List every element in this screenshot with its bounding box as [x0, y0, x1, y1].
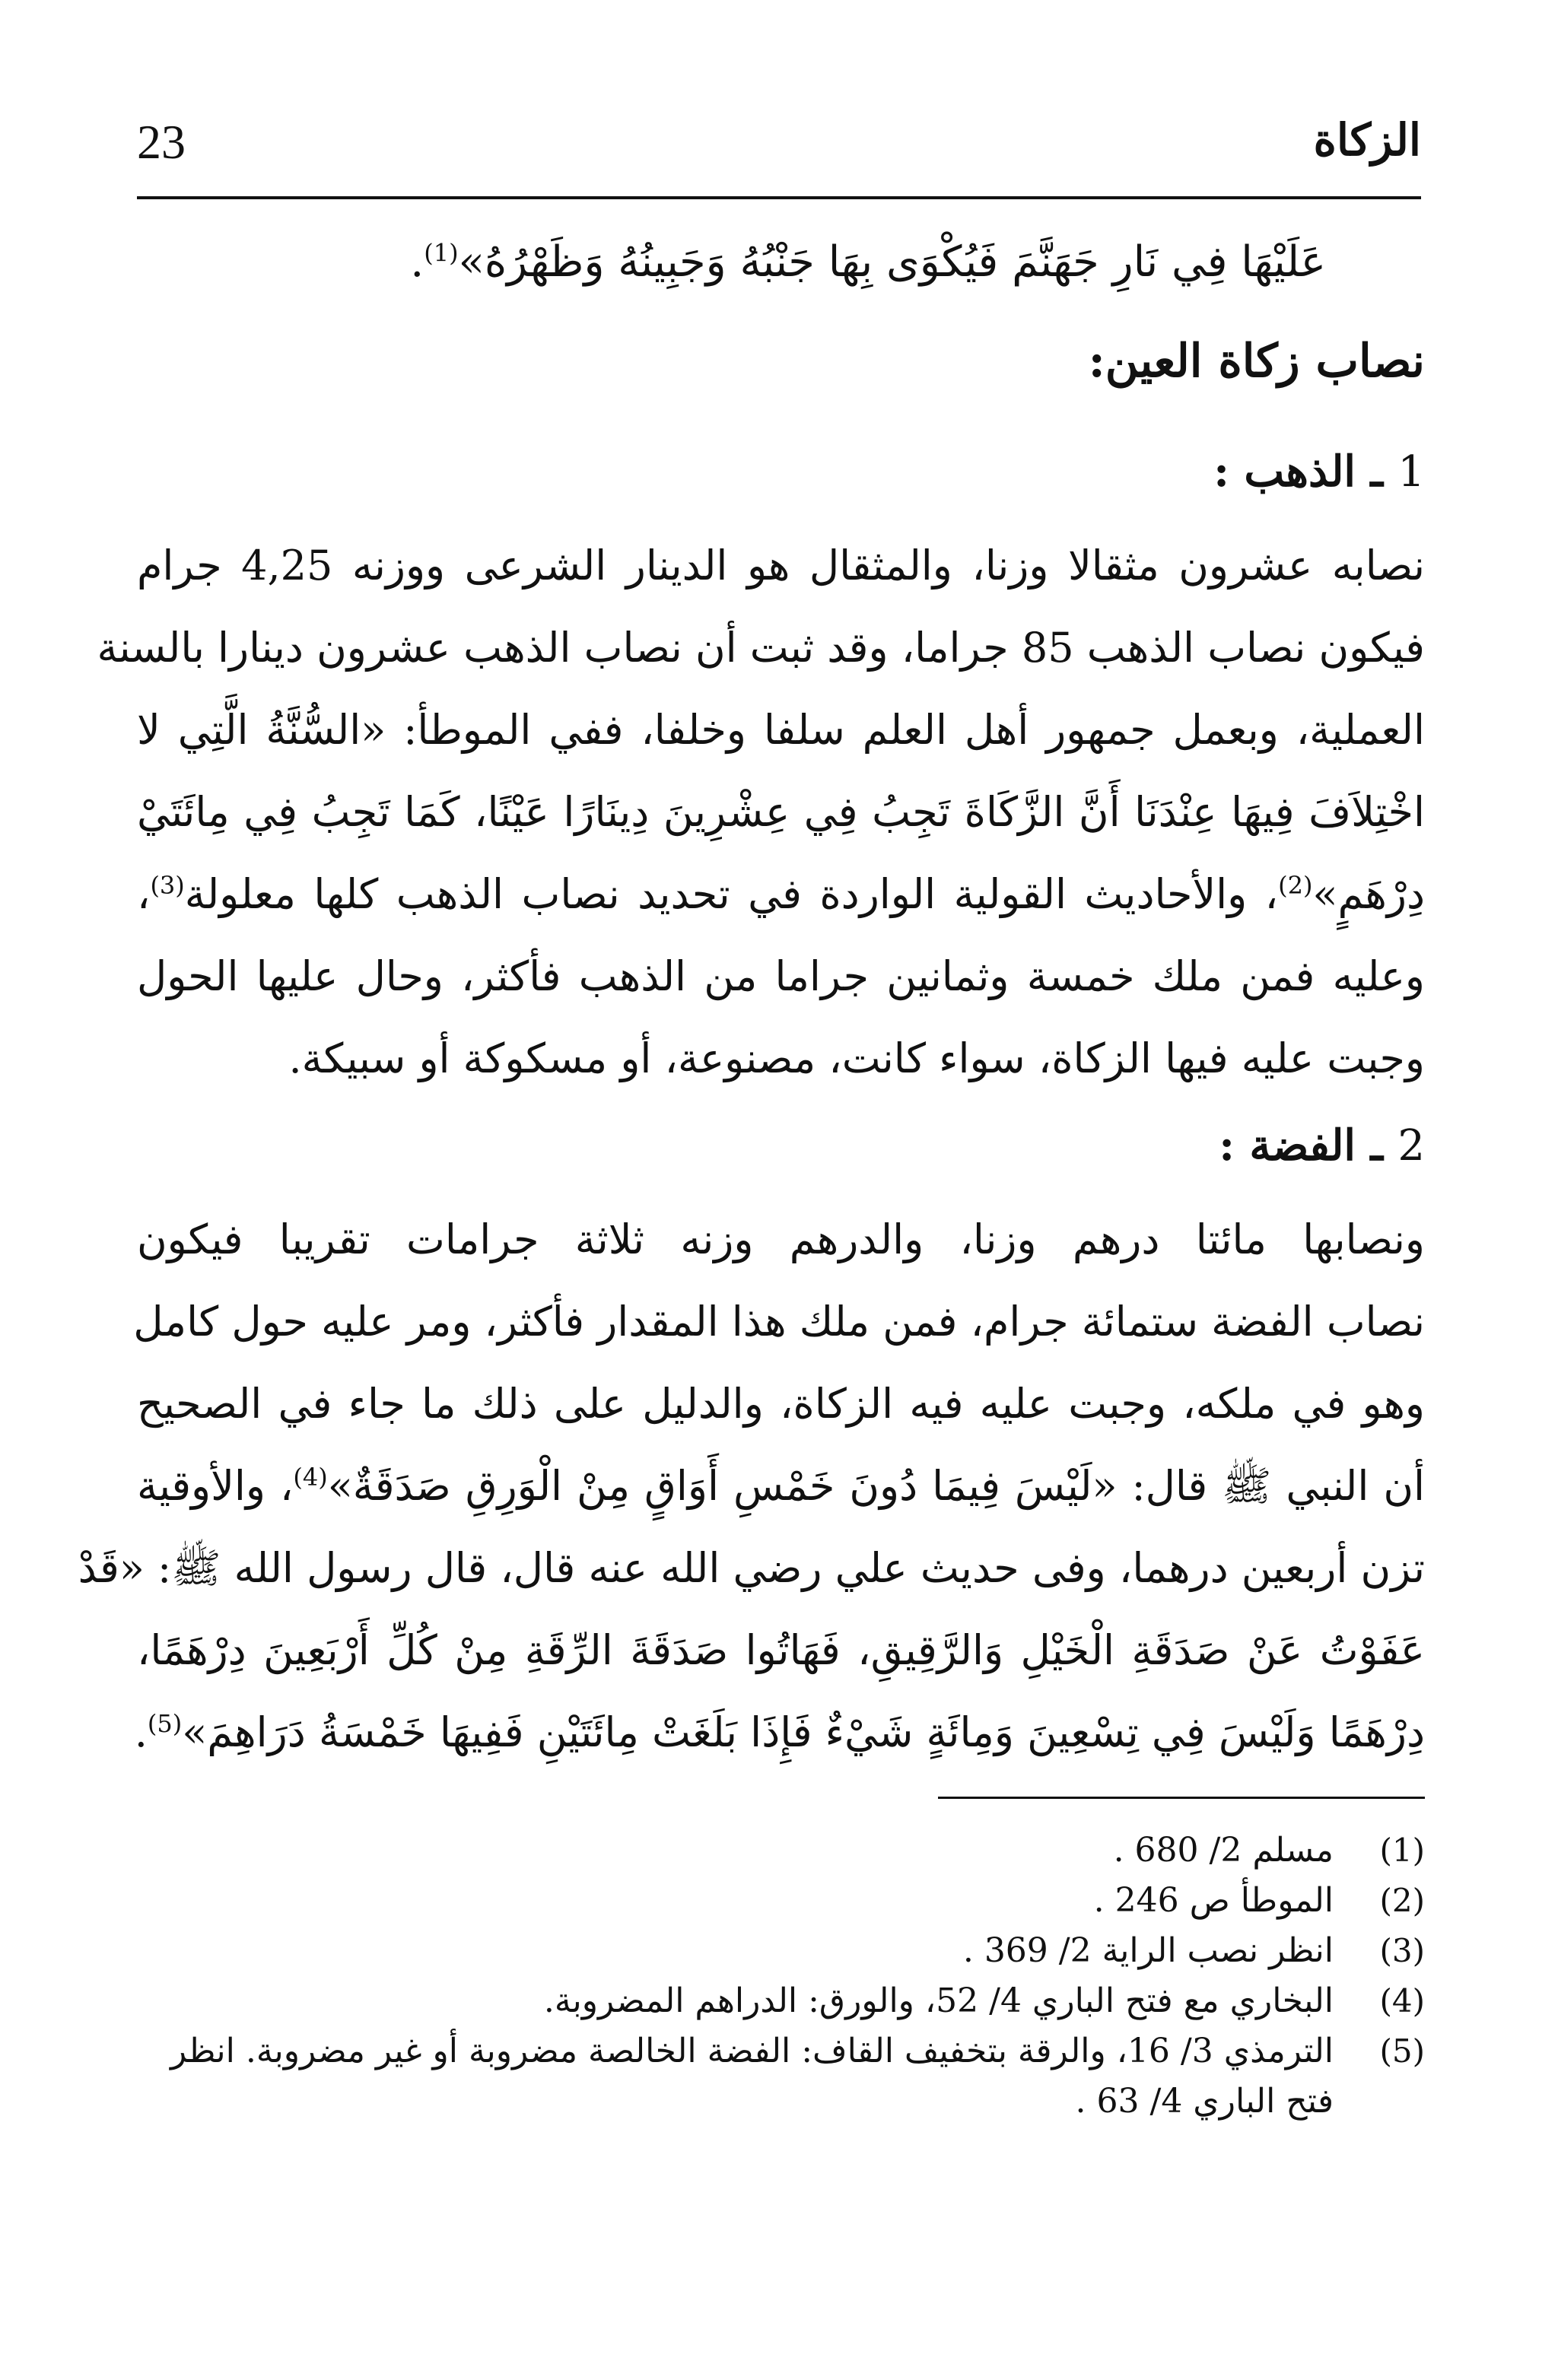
silver-line-5: تزن أربعين درهما، وفى حديث علي رضي الله عنه قال، قال رسول الله ﷺ: «قَدْ [78, 1544, 1425, 1592]
silver-line-7-end: . [134, 1708, 148, 1756]
gold-heading [137, 426, 1425, 525]
footnote-3 [137, 1926, 1425, 1976]
footnote-4 [137, 1976, 1425, 2026]
gold-line-2: فيكون نصاب الذهب 85 جراما، وقد ثبت أن نصاب الذهب عشرون دينارا بالسنة [97, 624, 1425, 672]
gold-line-1: نصابه عشرون مثقالا وزنا، والمثقال هو الدينار الشرعى ووزنه 4,25 جرام [137, 542, 1426, 589]
footnote-ref-3: (3) [150, 871, 185, 900]
gold-line-5-mid: ، والأحاديث القولية الواردة في تحديد نصاب الذهب كلها معلولة [184, 870, 1279, 918]
page-header [137, 114, 1421, 175]
silver-line-6: عَفَوْتُ عَنْ صَدَقَةِ الْخَيْلِ وَالرَّقِيقِ، فَهَاتُوا صَدَقَةَ الرِّقَةِ مِنْ كُلِّ أَرْبَعِينَ دِرْهَمًا، [137, 1626, 1425, 1674]
silver-heading-number: 2 [1397, 1121, 1425, 1171]
gold-line-7: وجبت عليه فيها الزكاة، سواء كانت، مصنوعة، أو مسكوكة أو سبيكة. [288, 1034, 1425, 1082]
footnote-rule [938, 1797, 1425, 1799]
silver-line-2: نصاب الفضة ستمائة جرام، فمن ملك هذا المقدار فأكثر، ومر عليه حول كامل [133, 1298, 1425, 1346]
silver-heading [137, 1100, 1425, 1199]
footnote-marker: (2) [1379, 1882, 1425, 1919]
footnote-text: الموطأ ص 246 . [1093, 1881, 1334, 1920]
gold-heading-number: 1 [1397, 447, 1425, 497]
footnote-1 [137, 1826, 1425, 1876]
quran-end: . [410, 237, 424, 287]
footnote-ref-5: (5) [147, 1709, 183, 1738]
quran-text: عَلَيْهَا فِي نَارِ جَهَنَّمَ فَيُكْوَى بِهَا جَنْبُهُ وَجَبِينُهُ وَظَهْرُهُ» [458, 237, 1326, 287]
footnote-marker: (3) [1379, 1932, 1425, 1969]
main-text [78, 221, 1426, 1774]
silver-line-7 [134, 1692, 1425, 1774]
footnote-text: مسلم 2/ 680 . [1113, 1831, 1334, 1870]
footnote-text: انظر نصب الراية 2/ 369 . [962, 1931, 1334, 1970]
silver-line-7-start: دِرْهَمًا وَلَيْسَ فِي تِسْعِينَ وَمِائَةٍ شَيْءٌ فَإِذَا بَلَغَتْ مِائَتَيْنِ فَفِيهَا خَمْسَةُ دَرَاهِمَ» [182, 1708, 1425, 1756]
gold-heading-text: ـ الذهب : [1213, 446, 1383, 497]
silver-line-1: ونصابها مائتا درهم وزنا، والدرهم وزنه ثلاثة جرامات تقريبا فيكون [137, 1215, 1425, 1263]
footnote-marker: (4) [1379, 1982, 1425, 2019]
footnote-text: الترمذي 3/ 16، والرقة بتخفيف القاف: الفضة الخالصة مضروبة أو غير مضروبة. انظر فتح الباري 4/ 63 . [170, 2032, 1334, 2121]
gold-line-4: اخْتِلاَفَ فِيهَا عِنْدَنَا أَنَّ الزَّكَاةَ تَجِبُ فِي عِشْرِينَ دِينَارًا عَيْنًا، كَمَا تَجِبُ فِي مِائَتَيْ [137, 788, 1425, 836]
silver-line-4-start: أن النبي ﷺ قال: «لَيْسَ فِيمَا دُونَ خَمْسِ أَوَاقٍ مِنْ الْوَرِقِ صَدَقَةٌ» [327, 1462, 1426, 1510]
footnotes [137, 1826, 1425, 2127]
silver-heading-text: ـ الفضة : [1219, 1120, 1383, 1171]
footnote-ref-4: (4) [293, 1463, 328, 1492]
footnote-marker: (1) [1379, 1832, 1425, 1869]
section-heading: نصاب زكاة العين: [1088, 335, 1425, 388]
quran-continuation [137, 221, 1425, 312]
footnote-2 [137, 1876, 1425, 1926]
gold-line-3: العملية، وبعمل جمهور أهل العلم سلفا وخلفا، ففي الموطأ: «السُّنَّةُ الَّتِي لا [137, 706, 1425, 754]
silver-line-4 [137, 1445, 1425, 1527]
running-title: الزكاة [1313, 114, 1421, 166]
gold-line-5-end: ، [137, 870, 151, 918]
gold-line-5-start: دِرْهَمٍ» [1312, 870, 1425, 918]
footnote-text: البخاري مع فتح الباري 4/ 52، والورق: الدراهم المضروبة. [543, 1981, 1334, 2020]
header-rule [137, 196, 1421, 199]
gold-line-5 [137, 853, 1425, 936]
footnote-marker: (5) [1379, 2032, 1425, 2070]
page-number: 23 [137, 115, 186, 169]
footnote-ref-1: (1) [424, 238, 459, 268]
silver-line-4-end: ، والأوقية [137, 1462, 294, 1510]
footnote-5 [137, 2026, 1425, 2127]
gold-line-6: وعليه فمن ملك خمسة وثمانين جراما من الذهب فأكثر، وحال عليها الحول [137, 952, 1425, 1000]
footnote-ref-2: (2) [1278, 871, 1313, 900]
silver-line-3: وهو في ملكه، وجبت عليه فيه الزكاة، والدليل على ذلك ما جاء في الصحيح [137, 1380, 1425, 1428]
